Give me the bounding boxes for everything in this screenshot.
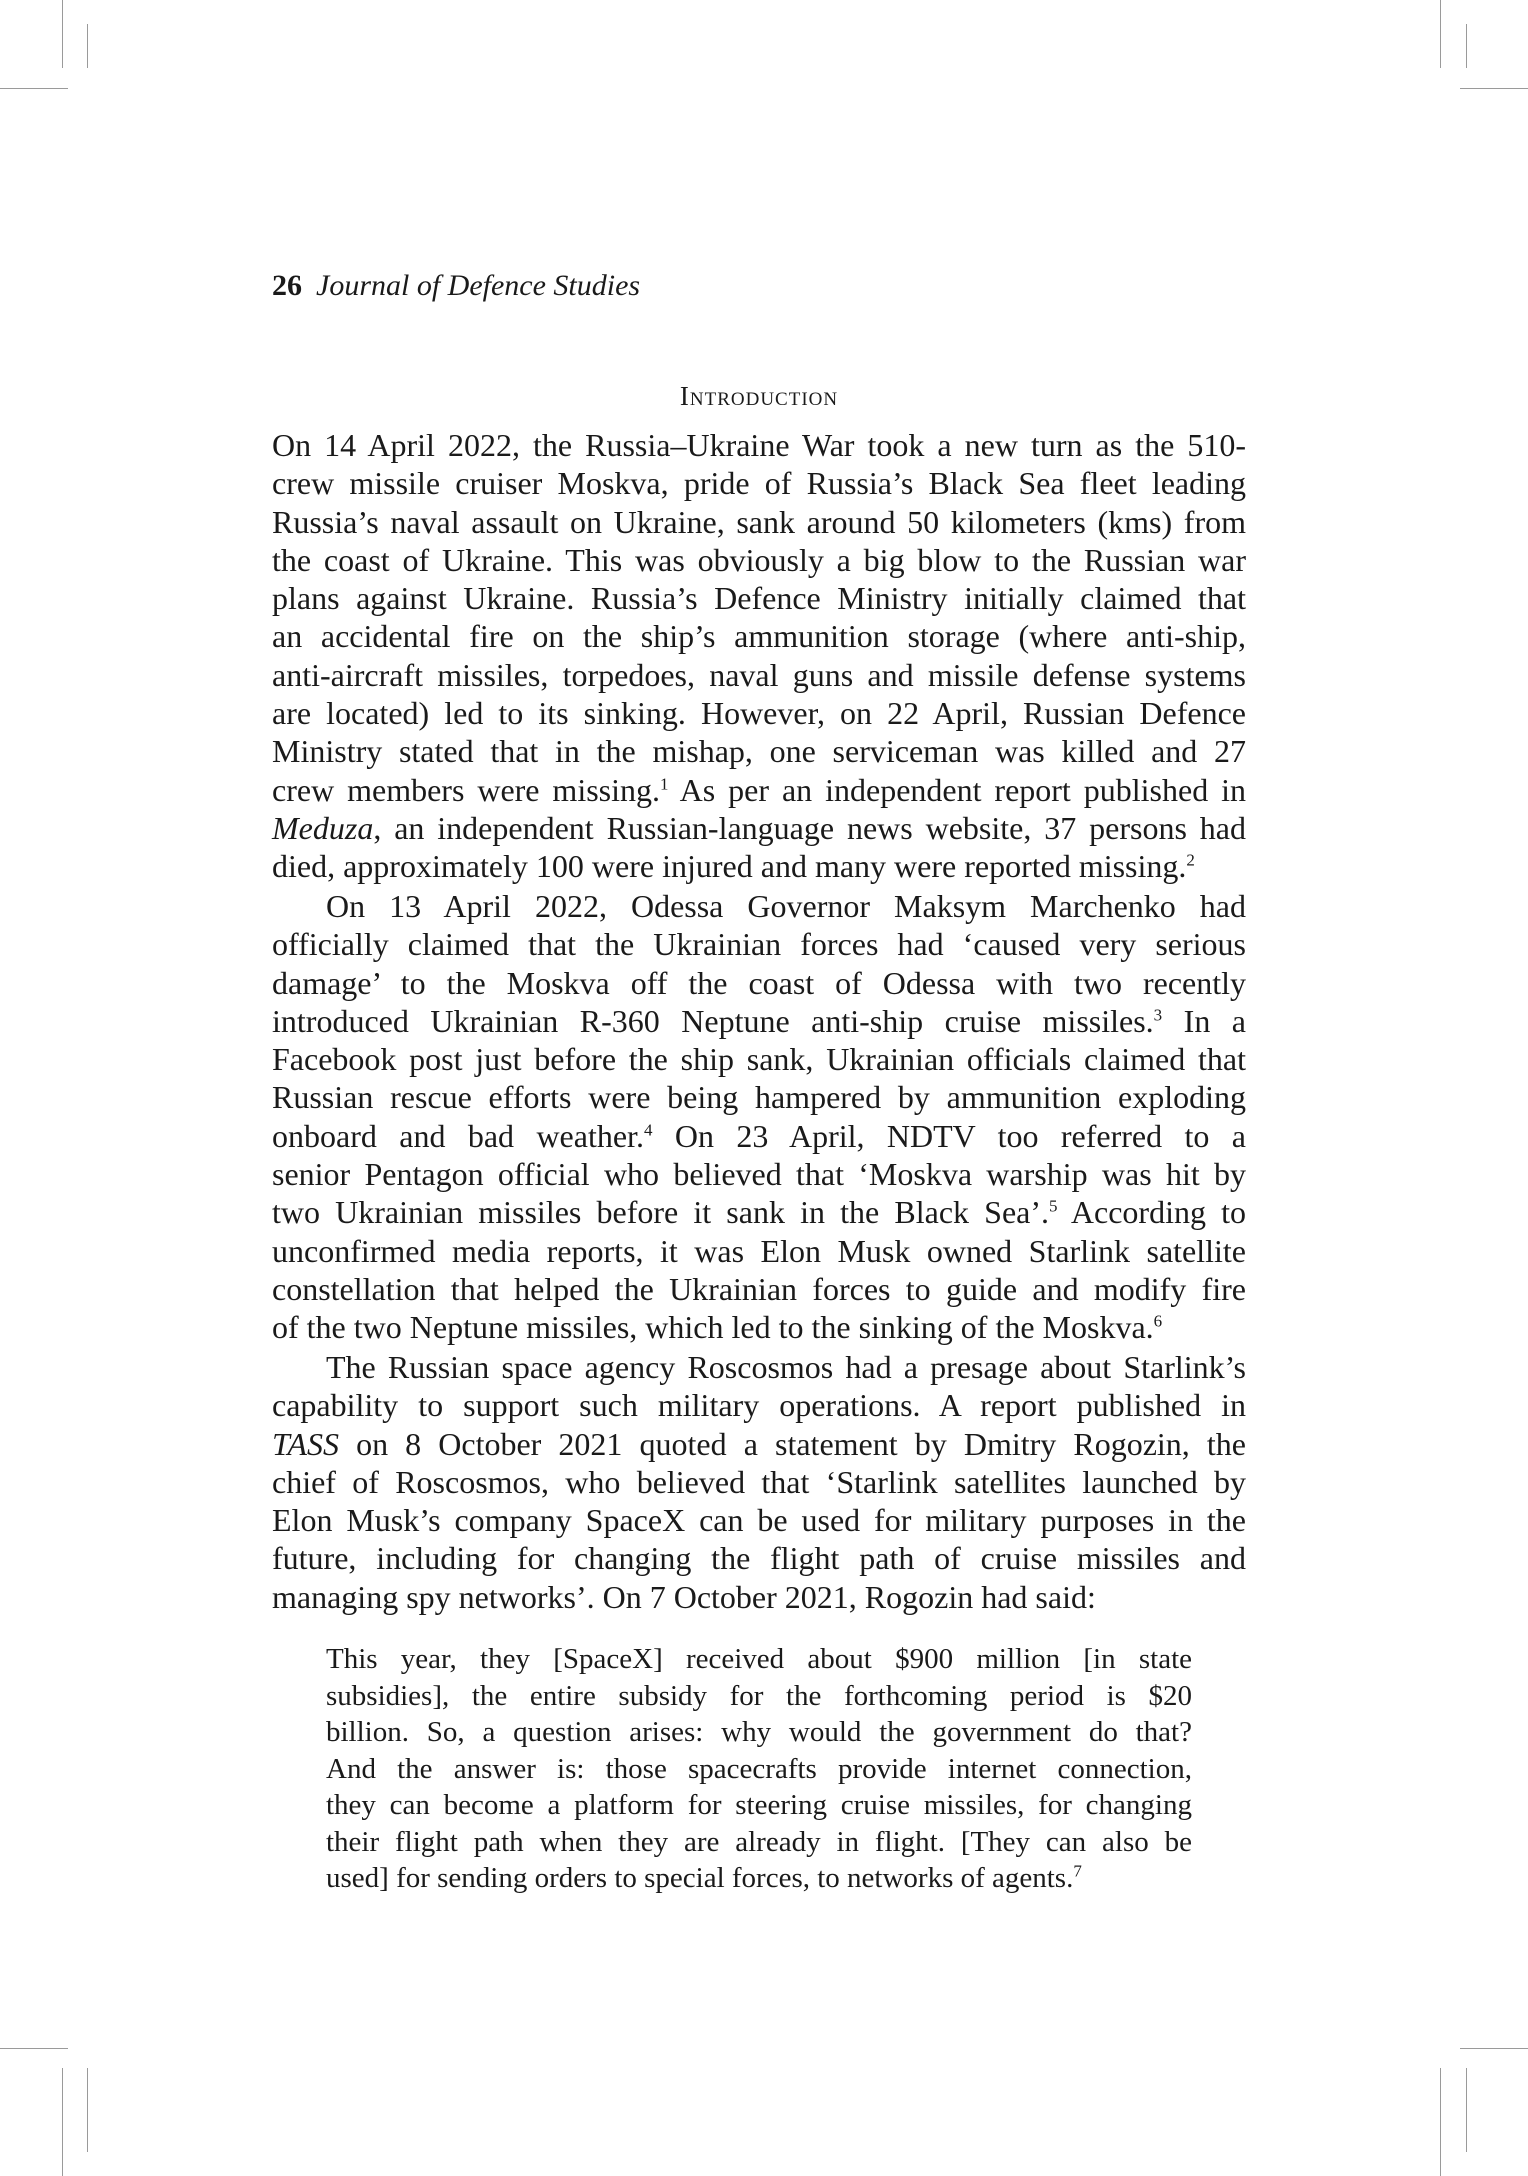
text-line: senior Pentagon official who believed that ‘Moskva warship was hit by (272, 1156, 1246, 1193)
text-line: capability to support such military operations. A report published in (272, 1387, 1246, 1424)
text-line (272, 1425, 1246, 1463)
crop-mark (87, 24, 88, 68)
crop-mark (1440, 2068, 1441, 2176)
text-line: plans against Ukraine. Russia’s Defence Ministry initially claimed that (272, 580, 1246, 617)
crop-mark (1460, 88, 1528, 89)
text-line: the coast of Ukraine. This was obviously a big blow to the Russian war (272, 541, 1246, 578)
text-run: , an independent Russian-language news website, 37 persons had (373, 809, 1246, 846)
text-run: On 23 April, NDTV too referred to a (652, 1117, 1247, 1154)
text-line: damage’ to the Moskva off the coast of Odessa with two recently (272, 964, 1246, 1001)
crop-mark (1440, 0, 1441, 68)
quote-line: their flight path when they are already in flight. [They can also be (326, 1825, 1192, 1858)
quote-line (326, 1860, 1192, 1897)
text-line: The Russian space agency Roscosmos had a presage about Starlink’s (326, 1349, 1246, 1385)
text-line: Facebook post just before the ship sank, Ukrainian officials claimed that (272, 1041, 1246, 1078)
text-run: of the two Neptune missiles, which led to the sinking of the Moskva. (272, 1309, 1154, 1346)
crop-mark (62, 2068, 63, 2176)
text-line: Elon Musk’s company SpaceX can be used for military purposes in the (272, 1502, 1246, 1539)
text-run: According to (1057, 1194, 1247, 1231)
text-run: used] for sending orders to special forces, to networks of agents. (326, 1862, 1074, 1894)
text-line: Russian rescue efforts were being hampered by ammunition exploding (272, 1079, 1246, 1116)
text-line: chief of Roscosmos, who believed that ‘Starlink satellites launched by (272, 1463, 1246, 1500)
block-quote (326, 1641, 1192, 1897)
quote-line: This year, they [SpaceX] received about $900 million [in state (326, 1643, 1192, 1675)
text-run: onboard and bad weather. (272, 1117, 644, 1154)
text-line: constellation that helped the Ukrainian forces to guide and modify fire (272, 1270, 1246, 1307)
crop-mark (0, 88, 68, 89)
text-line (272, 1308, 1246, 1346)
text-run: introduced Ukrainian R-360 Neptune anti-ship cruise missiles. (272, 1002, 1154, 1039)
text-line: future, including for changing the flight path of cruise missiles and (272, 1540, 1246, 1577)
text-run: As per an independent report published in (668, 771, 1247, 808)
footnote-ref[interactable]: 6 (1153, 1311, 1163, 1331)
footnote-ref[interactable]: 1 (660, 774, 669, 794)
text-run: two Ukrainian missiles before it sank in the Black Sea’. (272, 1194, 1050, 1231)
text-line (272, 1117, 1246, 1155)
crop-mark (1466, 2068, 1467, 2152)
text-line (272, 809, 1246, 847)
text-line: crew missile cruiser Moskva, pride of Russia’s Black Sea fleet leading (272, 465, 1246, 502)
text-line: managing spy networks’. On 7 October 2021, Rogozin had said: (272, 1578, 1096, 1615)
quote-line: subsidies], the entire subsidy for the forthcoming period is $20 (326, 1679, 1192, 1712)
text-line (272, 1193, 1246, 1231)
page-number: 26 (272, 269, 302, 302)
footnote-ref[interactable]: 3 (1153, 1005, 1163, 1025)
text-run: crew members were missing. (272, 771, 661, 808)
quote-line: billion. So, a question arises: why would the government do that? (326, 1716, 1192, 1748)
text-line (272, 771, 1246, 809)
footnote-ref[interactable]: 5 (1049, 1196, 1058, 1216)
crop-mark (0, 2048, 68, 2049)
text-run: died, approximately 100 were injured and many were reported missing. (272, 848, 1187, 885)
paragraph-1 (272, 426, 1246, 886)
quote-line: And the answer is: those spacecrafts provide internet connection, (326, 1752, 1192, 1785)
crop-mark (87, 2068, 88, 2152)
text-line: officially claimed that the Ukrainian forces had ‘caused very serious (272, 926, 1246, 963)
text-line (272, 1002, 1246, 1040)
paragraph-3 (272, 1348, 1246, 1616)
footnote-ref[interactable]: 7 (1073, 1861, 1082, 1881)
text-line: anti-aircraft missiles, torpedoes, naval guns and missile defense systems (272, 656, 1246, 693)
text-line: On 13 April 2022, Odessa Governor Maksym Marchenko had (326, 888, 1246, 924)
footnote-ref[interactable]: 4 (643, 1120, 653, 1140)
text-run: on 8 October 2021 quoted a statement by Dmitry Rogozin, the (338, 1425, 1246, 1462)
quote-line: they can become a platform for steering cruise missiles, for changing (326, 1789, 1192, 1821)
text-line (272, 847, 1246, 885)
publication-name: Meduza (272, 809, 374, 846)
crop-mark (1466, 24, 1467, 68)
footnote-ref[interactable]: 2 (1186, 850, 1195, 870)
running-head (272, 266, 640, 306)
text-line: Russia’s naval assault on Ukraine, sank around 50 kilometers (kms) from (272, 503, 1246, 540)
text-line: unconfirmed media reports, it was Elon Musk owned Starlink satellite (272, 1232, 1246, 1269)
journal-title: Journal of Defence Studies (316, 269, 641, 302)
crop-mark (1460, 2048, 1528, 2049)
crop-mark (62, 0, 63, 68)
text-line: are located) led to its sinking. However, on 22 April, Russian Defence (272, 695, 1246, 732)
section-heading: Introduction (679, 381, 839, 411)
paragraph-2 (272, 887, 1246, 1347)
text-run: In a (1162, 1002, 1247, 1039)
publication-name: TASS (272, 1425, 339, 1462)
text-line: Ministry stated that in the mishap, one serviceman was killed and 27 (272, 733, 1246, 770)
text-line: an accidental fire on the ship’s ammunition storage (where anti-ship, (272, 618, 1246, 655)
text-line: On 14 April 2022, the Russia–Ukraine War took a new turn as the 510- (272, 427, 1246, 463)
